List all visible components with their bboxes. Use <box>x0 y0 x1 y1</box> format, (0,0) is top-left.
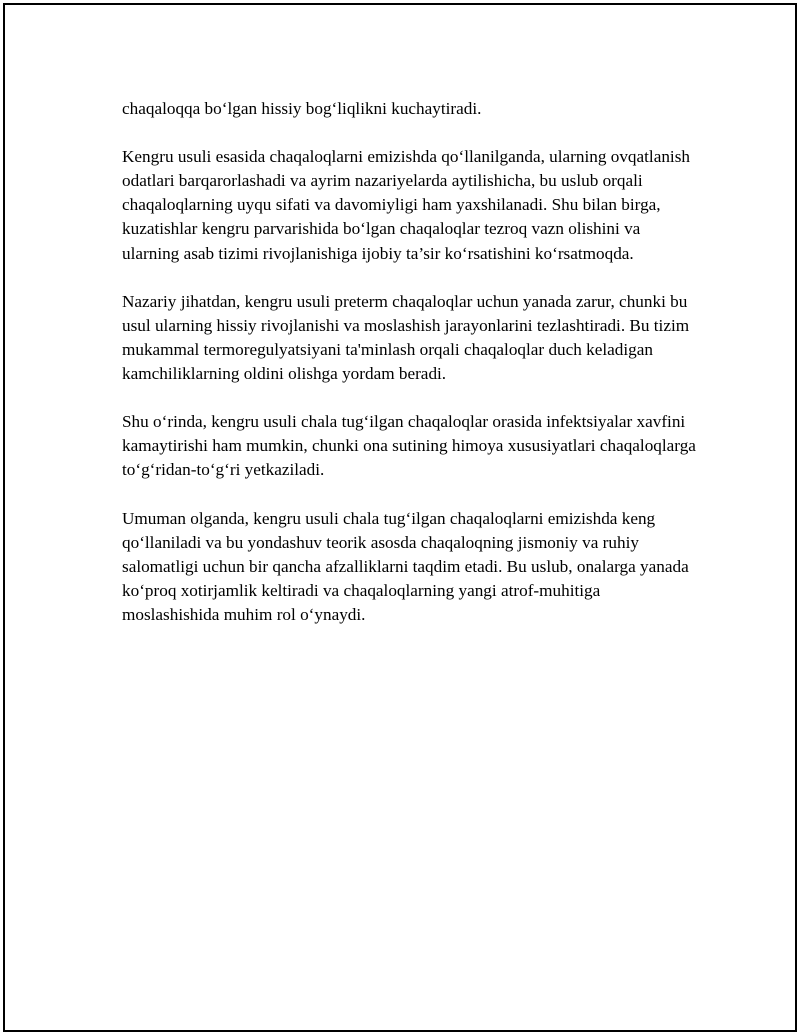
paragraph-1: chaqaloqqa bo‘lgan hissiy bog‘liqlikni kuchaytiradi. <box>122 99 482 118</box>
document-body <box>122 97 697 651</box>
document-page <box>3 3 797 1032</box>
paragraph-3: Nazariy jihatdan, kengru usuli preterm chaqaloqlar uchun yanada zarur, chunki bu usul ularning hissiy rivojlanishi va moslashish jarayonlarini tezlashtiradi. Bu tizim mukammal termoregulyatsiyani ta'minlash orqali chaqaloqlar duch keladigan kamchiliklarning oldini olishga yordam beradi. <box>122 291 690 384</box>
paragraph-4: Shu o‘rinda, kengru usuli chala tug‘ilgan chaqaloqlar orasida infektsiyalar xavfini kamaytirishi ham mumkin, chunki ona sutining himoya xususiyatlari chaqaloqlarga to‘g‘ridan-to‘g‘ri yetkaziladi. <box>122 412 696 480</box>
paragraph-2: Kengru usuli esasida chaqaloqlarni emizishda qo‘llanilganda, ularning ovqatlanish odatlari barqarorlashadi va ayrim nazariyelarda aytilishicha, bu uslub orqali chaqaloqlarning uyqu sifati va davomiyligi ham yaxshilanadi. Shu bilan birga, kuzatishlar kengru parvarishida bo‘lgan chaqaloqlar tezroq vazn olishini va ularning asab tizimi rivojlanishiga ijobiy ta’sir ko‘rsatishini ko‘rsatmoqda. <box>122 147 690 263</box>
paragraph-5: Umuman olganda, kengru usuli chala tug‘ilgan chaqaloqlarni emizishda keng qo‘llaniladi va bu yondashuv teorik asosda chaqaloqning jismoniy va ruhiy salomatligi uchun bir qancha afzalliklarni taqdim etadi. Bu uslub, onalarga yanada ko‘proq xotirjamlik keltiradi va chaqaloqlarning yangi atrof-muhitiga moslashishida muhim rol o‘ynaydi. <box>122 508 689 624</box>
